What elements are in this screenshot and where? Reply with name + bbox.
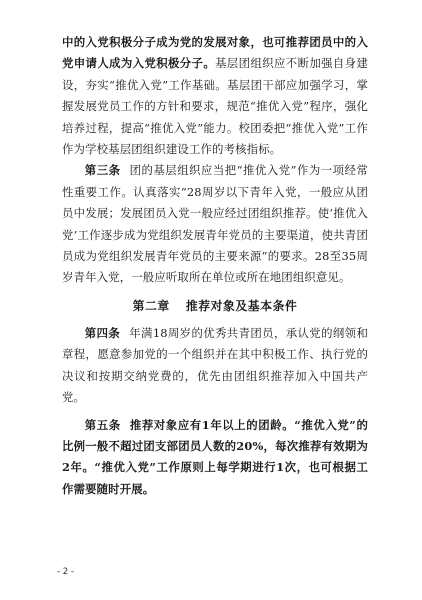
article-4-text: 年满18周岁的优秀共青团员，承认党的纲领和章程，愿意参加党的一个组织并在其中积极工作、执行党的决议和按期交纳党费的，优先由团组织推荐加入中国共产党。	[62, 325, 368, 405]
document-page	[62, 32, 368, 500]
page-number: - 2 -	[57, 567, 74, 577]
chapter-heading	[62, 296, 368, 316]
article-3-heading: 第三条	[84, 163, 121, 178]
chapter-number: 第二章	[132, 298, 170, 313]
article-4	[62, 323, 368, 409]
continuation-bold-text: 中的入党积极分子成为党的发展对象，也可推荐团员中的入党申请人成为入党积极分子。	[62, 35, 368, 71]
article-5-heading: 第五条	[84, 417, 121, 432]
chapter-title: 推荐对象及基本条件	[185, 298, 298, 313]
article-3-text: 团的基层组织应当把“推优入党”作为一项经常性重要工作。认真落实“28周岁以下青年入党，一般应从团员中发展；发展团员入党一般应经过团组织推荐。使‘推优入党’工作逐步成为党组织发展青年党员的主要渠道，使共青团员成为党组织发展青年党员的主要来源”的要求。28至35周岁青年入党，一般应听取所在单位或所在地团组织意见。	[62, 163, 368, 285]
paragraph-continuation	[62, 32, 368, 160]
continuation-text: 基层团组织应不断加强自身建设，夯实“推优入党”工作基础。基层团干部应加强学习，掌握发展党员工作的方针和要求，规范“推优入党”程序，强化培养过程，提高“推优入党”能力。校团委把“推优入党”工作作为学校基层团组织建设工作的考核指标。	[62, 56, 369, 157]
article-5-text: 推荐对象应有1年以上的团龄。“推优入党”的比例一般不超过团支部团员人数的20%，每次推荐有效期为2年。“推优入党”工作原则上每学期进行1次，也可根据工作需要随时开展。	[62, 417, 368, 496]
article-4-heading: 第四条	[84, 325, 121, 340]
article-5	[62, 415, 368, 501]
article-3	[62, 160, 368, 288]
